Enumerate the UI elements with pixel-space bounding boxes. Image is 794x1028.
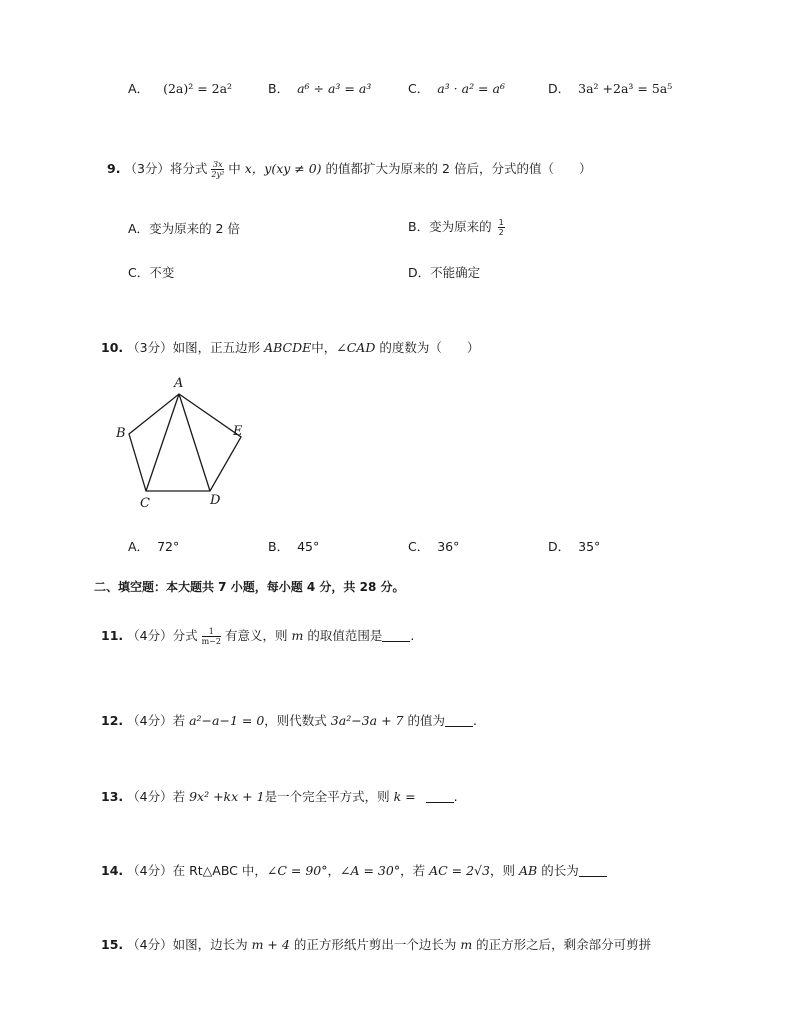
- vertex-label-b: B: [116, 426, 126, 441]
- q10-option-b: [268, 537, 319, 555]
- math-vars: x，y(xy ≠ 0): [244, 161, 322, 176]
- question-text: 中，: [311, 340, 337, 355]
- question-points: （4分）: [127, 713, 173, 728]
- q10-option-c: [408, 537, 459, 555]
- option-letter: D．: [548, 539, 571, 554]
- option-text: 变为原来的: [429, 219, 492, 234]
- question-points: （4分）: [127, 863, 173, 878]
- option-text: 35°: [578, 539, 601, 554]
- question-text: 分式: [172, 628, 198, 643]
- option-expr: (2a)² = 2a²: [163, 81, 233, 96]
- question-text: 的长为: [541, 863, 579, 878]
- fraction-numerator: 1: [498, 218, 504, 227]
- math-expression: m + 4: [251, 937, 290, 952]
- fraction: [211, 160, 224, 179]
- q8-option-c: [408, 79, 505, 97]
- diagonal-ad: [179, 394, 210, 491]
- fraction-numerator: 3x: [213, 160, 223, 169]
- option-letter: C．: [408, 539, 430, 554]
- question-number: 14.: [101, 863, 124, 878]
- q9-option-c: [128, 263, 174, 281]
- math-shape: ABCDE: [264, 340, 312, 355]
- question-points: （3分）: [127, 340, 173, 355]
- fraction-numerator: 1: [202, 627, 221, 637]
- option-text: 36°: [437, 539, 460, 554]
- question-text: 的取值范围是: [307, 628, 383, 643]
- math-condition: AC = 2√3: [429, 863, 490, 878]
- option-letter: B．: [408, 219, 430, 234]
- question-points: （4分）: [127, 789, 173, 804]
- q9-option-d: [408, 263, 480, 281]
- question-10: [101, 338, 479, 356]
- q10-option-a: [128, 537, 179, 555]
- question-text: 中: [228, 161, 241, 176]
- question-text: 若: [172, 713, 186, 728]
- question-text: ，则代数式: [264, 713, 327, 728]
- question-number: 13.: [101, 789, 124, 804]
- question-end: .: [410, 628, 415, 643]
- question-end: .: [472, 713, 477, 728]
- question-text: ，若: [400, 863, 426, 878]
- pentagon-outline: [129, 394, 241, 491]
- question-text: 如图，边长为: [172, 937, 248, 952]
- math-var: m: [291, 628, 304, 643]
- fraction: [498, 218, 505, 237]
- math-lhs: k =: [393, 789, 416, 804]
- math-expression: 9x² +kx + 1: [189, 789, 265, 804]
- option-text: 72°: [157, 539, 180, 554]
- question-text: 的正方形纸片剪出一个边长为: [293, 937, 457, 952]
- question-text: 将分式: [169, 161, 208, 176]
- fraction-denominator: m−2: [201, 637, 221, 646]
- question-number: 11.: [101, 628, 124, 643]
- pentagon-figure: [110, 372, 260, 512]
- math-var: m: [460, 937, 473, 952]
- question-text: 若: [172, 789, 186, 804]
- answer-blank[interactable]: [579, 864, 607, 877]
- question-13: [101, 787, 458, 805]
- answer-blank[interactable]: [445, 714, 473, 727]
- option-letter: B．: [268, 81, 290, 96]
- question-text: 的值都扩大为原来的 2 倍后，分式的值（ ）: [325, 161, 592, 176]
- diagonal-ac: [146, 394, 179, 491]
- option-text: 45°: [297, 539, 320, 554]
- math-angle: ∠CAD: [336, 340, 376, 355]
- question-number: 15.: [101, 937, 124, 952]
- question-text: 如图，正五边形: [172, 340, 261, 355]
- q10-option-d: [548, 537, 600, 555]
- option-text: 不能确定: [430, 265, 481, 280]
- option-letter: A．: [128, 81, 150, 96]
- option-letter: D．: [548, 81, 571, 96]
- question-15: [101, 935, 651, 953]
- math-equation: a²−a−1 = 0: [189, 713, 265, 728]
- question-number: 12.: [101, 713, 124, 728]
- question-points: （4分）: [127, 937, 173, 952]
- question-number: 10.: [101, 340, 124, 355]
- option-expr: 3a² +2a³ = 5a⁵: [578, 81, 673, 96]
- q8-option-a: [128, 79, 232, 97]
- option-letter: C．: [408, 81, 430, 96]
- separator: ，: [327, 863, 341, 878]
- question-text: 的正方形之后，剩余部分可剪拼: [476, 937, 652, 952]
- q8-option-d: [548, 79, 672, 97]
- vertex-label-a: A: [174, 376, 184, 391]
- question-12: [101, 711, 477, 729]
- fraction-denominator: 2y²: [211, 170, 225, 179]
- math-condition: ∠C = 90°: [266, 863, 328, 878]
- option-letter: B．: [268, 539, 290, 554]
- section-heading: 二、填空题：本大题共 7 小题，每小题 4 分，共 28 分。: [94, 580, 405, 594]
- option-text: 变为原来的 2 倍: [149, 221, 240, 236]
- option-expr: a³ · a² = a⁶: [437, 81, 505, 96]
- option-letter: A．: [128, 539, 150, 554]
- q9-option-a: [128, 219, 240, 237]
- option-expr: a⁶ ÷ a³ = a³: [297, 81, 372, 96]
- question-text: 有意义，则: [224, 628, 288, 643]
- question-text: ，则: [489, 863, 515, 878]
- question-points: （4分）: [127, 628, 173, 643]
- question-end: .: [453, 789, 458, 804]
- question-11: [101, 626, 414, 646]
- q9-option-b: [408, 217, 505, 237]
- fraction: [202, 627, 221, 646]
- fraction-denominator: 2: [498, 228, 504, 237]
- option-letter: C．: [128, 265, 150, 280]
- answer-blank[interactable]: [426, 790, 454, 803]
- question-text: 的度数为（ ）: [379, 340, 480, 355]
- question-text: 是一个完全平方式，则: [264, 789, 390, 804]
- question-14: [101, 861, 607, 879]
- math-condition: ∠A = 30°: [340, 863, 401, 878]
- question-number: 9.: [107, 161, 121, 176]
- q8-option-b: [268, 79, 371, 97]
- answer-blank[interactable]: [382, 629, 410, 642]
- question-text: 的值为: [407, 713, 445, 728]
- vertex-label-c: C: [140, 496, 150, 511]
- vertex-label-d: D: [210, 493, 221, 508]
- option-text: 不变: [149, 265, 175, 280]
- question-9: [107, 159, 591, 179]
- option-letter: D．: [408, 265, 431, 280]
- question-text: 在 Rt△ABC 中，: [172, 863, 267, 878]
- vertex-label-e: E: [233, 424, 243, 439]
- math-segment: AB: [518, 863, 538, 878]
- option-letter: A．: [128, 221, 150, 236]
- math-expression: 3a²−3a + 7: [330, 713, 404, 728]
- question-points: （3分）: [124, 161, 170, 176]
